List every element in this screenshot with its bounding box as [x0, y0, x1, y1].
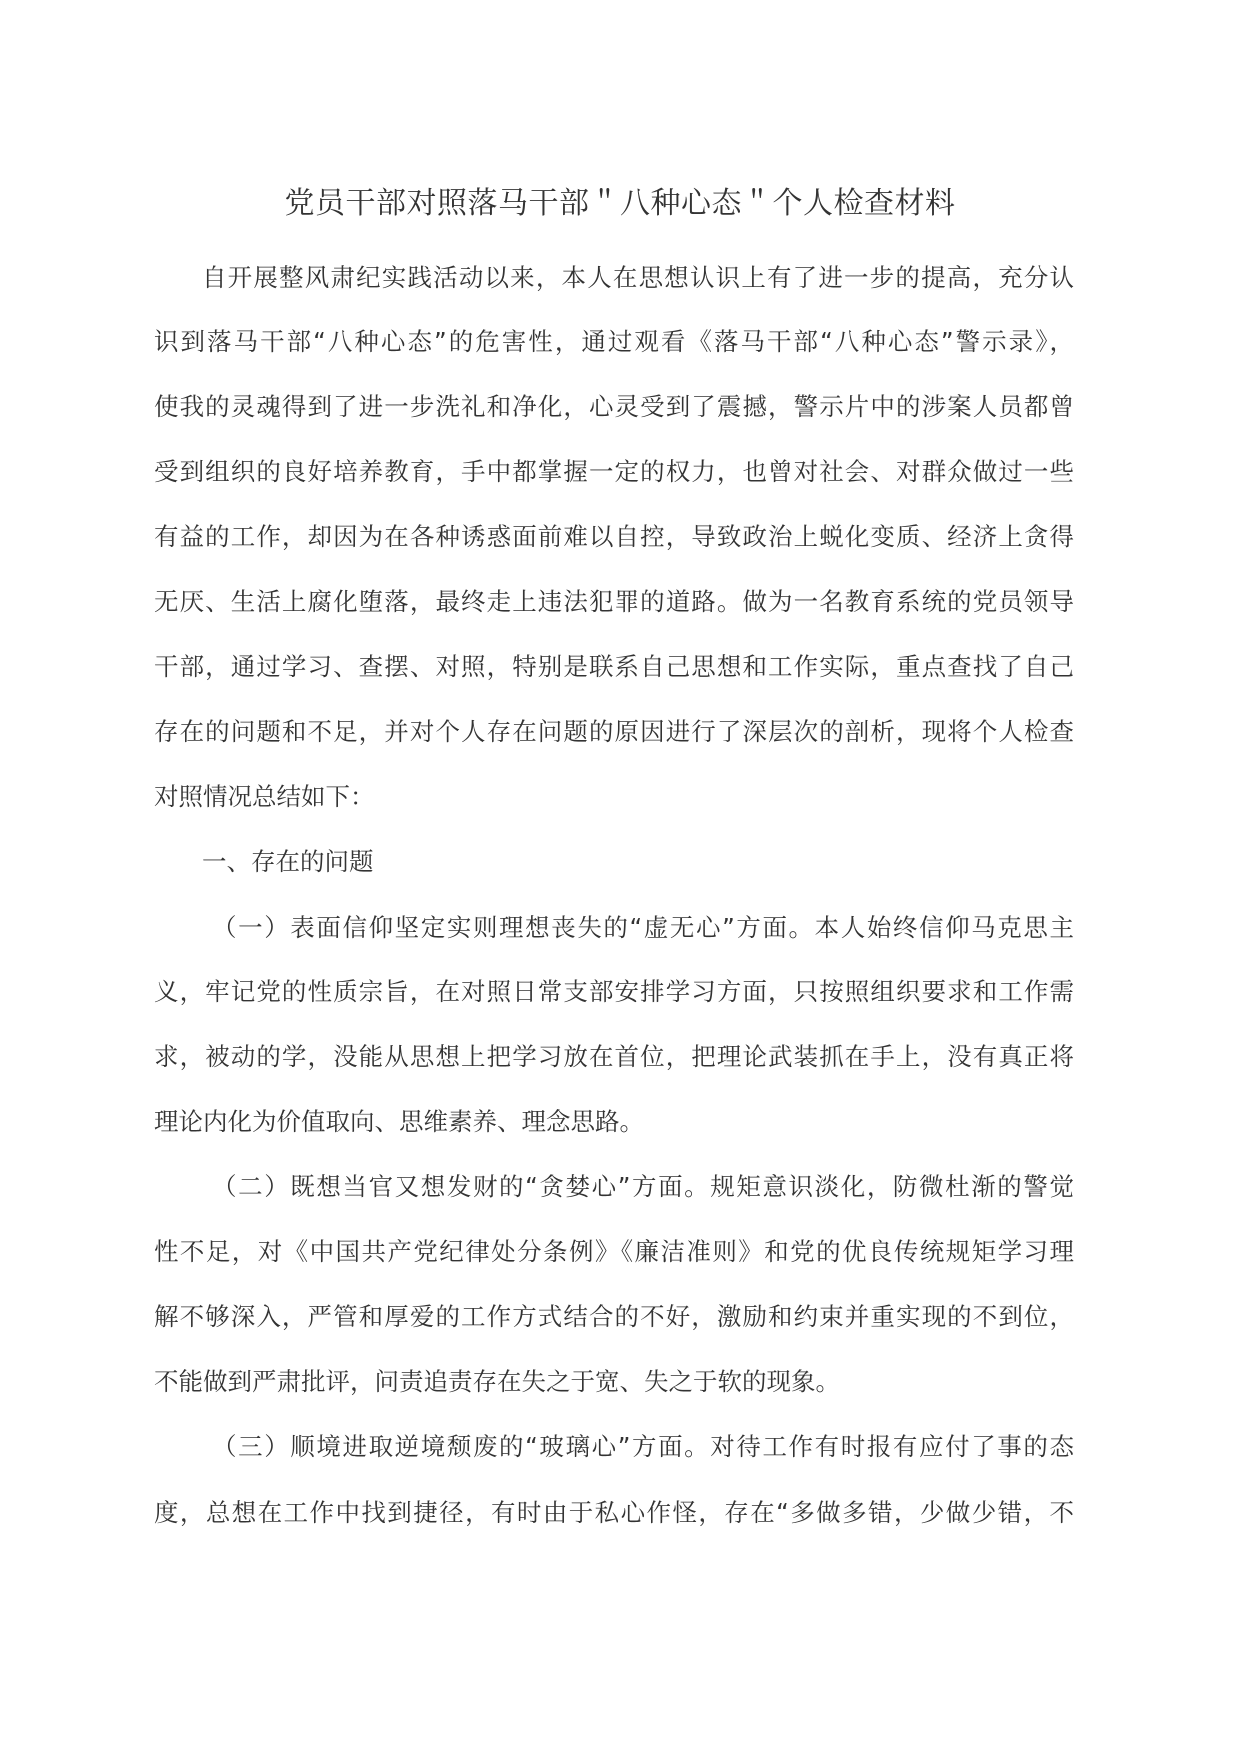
text-line: 使我的灵魂得到了进一步洗礼和净化，心灵受到了震撼，警示片中的涉案人员都曾	[154, 392, 1074, 421]
text-line: 解不够深入，严管和厚爱的工作方式结合的不好，激励和约束并重实现的不到位，	[154, 1302, 1074, 1331]
text-line: （三）顺境进取逆境颓废的“玻璃心”方面。对待工作有时报有应付了事的态	[212, 1432, 1074, 1461]
text-line: （二）既想当官又想发财的“贪婪心”方面。规矩意识淡化，防微杜渐的警觉	[212, 1172, 1074, 1201]
text-line: 受到组织的良好培养教育，手中都掌握一定的权力，也曾对社会、对群众做过一些	[154, 457, 1074, 486]
text-line: 识到落马干部“八种心态”的危害性，通过观看《落马干部“八种心态”警示录》，	[154, 327, 1074, 356]
text-line: 义，牢记党的性质宗旨，在对照日常支部安排学习方面，只按照组织要求和工作需	[154, 977, 1074, 1006]
text-line: 无厌、生活上腐化堕落，最终走上违法犯罪的道路。做为一名教育系统的党员领导	[154, 587, 1074, 616]
text-line: 不能做到严肃批评，问责追责存在失之于宽、失之于软的现象。	[154, 1367, 840, 1396]
text-line: 性不足，对《中国共产党纪律处分条例》《廉洁准则》和党的优良传统规矩学习理	[154, 1237, 1074, 1266]
text-line: （一）表面信仰坚定实则理想丧失的“虚无心”方面。本人始终信仰马克思主	[212, 913, 1074, 942]
document-title: 党员干部对照落马干部＂八种心态＂个人检查材料	[284, 186, 956, 221]
text-line: 理论内化为价值取向、思维素养、理念思路。	[154, 1107, 644, 1136]
text-line: 干部，通过学习、查摆、对照，特别是联系自己思想和工作实际，重点查找了自己	[154, 652, 1074, 681]
text-line: 求，被动的学，没能从思想上把学习放在首位，把理论武装抓在手上，没有真正将	[154, 1042, 1074, 1071]
text-line: 存在的问题和不足，并对个人存在问题的原因进行了深层次的剖析，现将个人检查	[154, 717, 1074, 746]
text-line: 有益的工作，却因为在各种诱惑面前难以自控，导致政治上蜕化变质、经济上贪得	[154, 522, 1074, 551]
section-heading: 一、存在的问题	[202, 847, 374, 876]
text-line: 对照情况总结如下：	[154, 782, 375, 811]
text-line: 度，总想在工作中找到捷径，有时由于私心作怪，存在“多做多错，少做少错，不	[154, 1498, 1074, 1527]
text-line: 自开展整风肃纪实践活动以来，本人在思想认识上有了进一步的提高，充分认	[202, 263, 1074, 292]
